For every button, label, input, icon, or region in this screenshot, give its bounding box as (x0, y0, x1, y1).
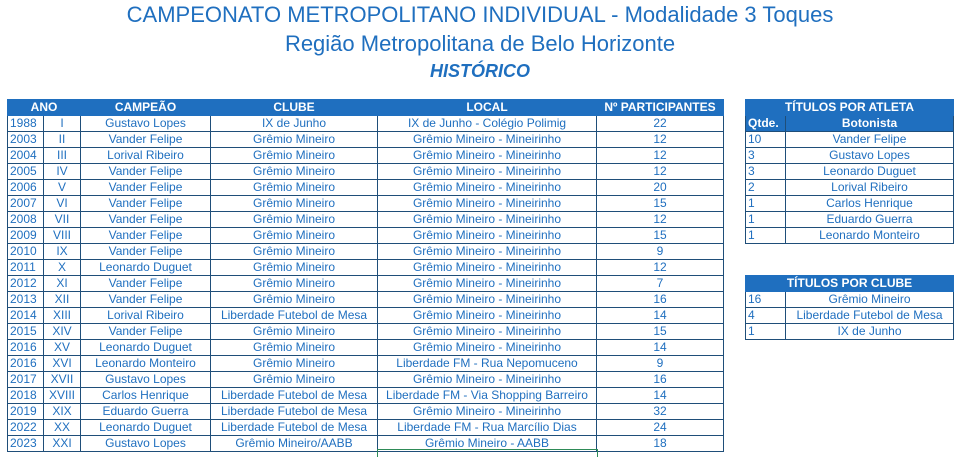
history-row (8, 212, 724, 228)
athlete-name-cell: Carlos Henrique (786, 196, 954, 212)
year-cell: 2006 (8, 180, 44, 196)
edition-cell: XVII (44, 372, 81, 388)
participants-cell: 15 (597, 228, 724, 244)
venue-cell: Grêmio Mineiro - AABB (378, 436, 597, 452)
participants-cell: 24 (597, 420, 724, 436)
venue-cell: Grêmio Mineiro - Mineirinho (378, 372, 597, 388)
club-row (746, 292, 954, 308)
champion-cell: Vander Felipe (81, 212, 211, 228)
year-cell: 2015 (8, 324, 44, 340)
champion-cell: Vander Felipe (81, 196, 211, 212)
history-row (8, 372, 724, 388)
history-row (8, 180, 724, 196)
history-row (8, 260, 724, 276)
participants-cell: 7 (597, 276, 724, 292)
edition-cell: VI (44, 196, 81, 212)
venue-cell: Grêmio Mineiro - Mineirinho (378, 164, 597, 180)
col-header-club: CLUBE (211, 100, 378, 116)
club-cell: Grêmio Mineiro (211, 340, 378, 356)
champion-cell: Vander Felipe (81, 132, 211, 148)
participants-cell: 14 (597, 340, 724, 356)
club-cell: Grêmio Mineiro (211, 276, 378, 292)
champion-cell: Gustavo Lopes (81, 116, 211, 132)
venue-cell: Grêmio Mineiro - Mineirinho (378, 308, 597, 324)
athlete-row (746, 164, 954, 180)
page-title: CAMPEONATO METROPOLITANO INDIVIDUAL - Modalidade 3 Toques (126, 2, 834, 27)
club-cell: IX de Junho (211, 116, 378, 132)
champion-cell: Vander Felipe (81, 244, 211, 260)
club-cell: Grêmio Mineiro (211, 164, 378, 180)
year-cell: 2012 (8, 276, 44, 292)
venue-cell: Grêmio Mineiro - Mineirinho (378, 196, 597, 212)
club-cell: Liberdade Futebol de Mesa (211, 308, 378, 324)
history-row (8, 324, 724, 340)
club-titles-title: TÍTULOS POR CLUBE (746, 276, 954, 292)
champion-cell: Vander Felipe (81, 324, 211, 340)
venue-cell: IX de Junho - Colégio Polimig (378, 116, 597, 132)
year-cell: 2022 (8, 420, 44, 436)
participants-cell: 15 (597, 196, 724, 212)
venue-cell: Grêmio Mineiro - Mineirinho (378, 228, 597, 244)
col-header-champion: CAMPEÃO (81, 100, 211, 116)
history-row (8, 132, 724, 148)
participants-cell: 9 (597, 244, 724, 260)
edition-cell: XX (44, 420, 81, 436)
champion-cell: Leonardo Duguet (81, 420, 211, 436)
champion-cell: Leonardo Duguet (81, 260, 211, 276)
participants-cell: 20 (597, 180, 724, 196)
qty-cell: 3 (746, 148, 786, 164)
history-row (8, 116, 724, 132)
athlete-name-cell: Leonardo Duguet (786, 164, 954, 180)
edition-cell: VII (44, 212, 81, 228)
athlete-row (746, 180, 954, 196)
athlete-row (746, 196, 954, 212)
year-cell: 2009 (8, 228, 44, 244)
col-header-qty: Qtde. (746, 116, 786, 132)
history-row (8, 148, 724, 164)
champion-cell: Vander Felipe (81, 180, 211, 196)
history-table (7, 99, 724, 452)
col-header-venue: LOCAL (378, 100, 597, 116)
athlete-titles-table (745, 99, 954, 244)
history-row (8, 340, 724, 356)
club-cell: Grêmio Mineiro (211, 324, 378, 340)
club-name-cell: Grêmio Mineiro (786, 292, 954, 308)
participants-cell: 12 (597, 132, 724, 148)
club-cell: Grêmio Mineiro (211, 212, 378, 228)
year-cell: 2010 (8, 244, 44, 260)
edition-cell: XVIII (44, 388, 81, 404)
champion-cell: Vander Felipe (81, 292, 211, 308)
champion-cell: Lorival Ribeiro (81, 308, 211, 324)
champion-cell: Vander Felipe (81, 164, 211, 180)
club-cell: Grêmio Mineiro (211, 372, 378, 388)
qty-cell: 16 (746, 292, 786, 308)
venue-cell: Grêmio Mineiro - Mineirinho (378, 180, 597, 196)
venue-cell: Grêmio Mineiro - Mineirinho (378, 340, 597, 356)
qty-cell: 1 (746, 212, 786, 228)
year-cell: 2005 (8, 164, 44, 180)
venue-cell: Grêmio Mineiro - Mineirinho (378, 292, 597, 308)
page-subtitle: Região Metropolitana de Belo Horizonte (284, 31, 676, 56)
club-row (746, 308, 954, 324)
edition-cell: XIV (44, 324, 81, 340)
club-cell: Grêmio Mineiro (211, 180, 378, 196)
champion-cell: Vander Felipe (81, 228, 211, 244)
venue-cell: Liberdade FM - Rua Nepomuceno (378, 356, 597, 372)
edition-cell: II (44, 132, 81, 148)
year-cell: 2016 (8, 340, 44, 356)
year-cell: 2007 (8, 196, 44, 212)
champion-cell: Carlos Henrique (81, 388, 211, 404)
year-cell: 2016 (8, 356, 44, 372)
edition-cell: XVI (44, 356, 81, 372)
year-cell: 2011 (8, 260, 44, 276)
edition-cell: XI (44, 276, 81, 292)
history-row (8, 276, 724, 292)
club-cell: Liberdade Futebol de Mesa (211, 404, 378, 420)
edition-cell: VIII (44, 228, 81, 244)
venue-cell: Grêmio Mineiro - Mineirinho (378, 276, 597, 292)
athlete-name-cell: Lorival Ribeiro (786, 180, 954, 196)
edition-cell: XV (44, 340, 81, 356)
club-cell: Grêmio Mineiro (211, 196, 378, 212)
venue-cell: Grêmio Mineiro - Mineirinho (378, 212, 597, 228)
club-cell: Grêmio Mineiro/AABB (211, 436, 378, 452)
participants-cell: 12 (597, 260, 724, 276)
year-cell: 2018 (8, 388, 44, 404)
participants-cell: 15 (597, 324, 724, 340)
participants-cell: 32 (597, 404, 724, 420)
year-cell: 1988 (8, 116, 44, 132)
venue-cell: Grêmio Mineiro - Mineirinho (378, 148, 597, 164)
venue-cell: Grêmio Mineiro - Mineirinho (378, 244, 597, 260)
club-cell: Liberdade Futebol de Mesa (211, 388, 378, 404)
qty-cell: 10 (746, 132, 786, 148)
section-title: HISTÓRICO (429, 61, 530, 81)
edition-cell: XII (44, 292, 81, 308)
athlete-name-cell: Eduardo Guerra (786, 212, 954, 228)
athlete-row (746, 228, 954, 244)
qty-cell: 1 (746, 228, 786, 244)
venue-cell: Liberdade FM - Rua Marcílio Dias (378, 420, 597, 436)
club-name-cell: Liberdade Futebol de Mesa (786, 308, 954, 324)
participants-cell: 16 (597, 292, 724, 308)
club-cell: Grêmio Mineiro (211, 260, 378, 276)
venue-cell: Liberdade FM - Via Shopping Barreiro (378, 388, 597, 404)
participants-cell: 18 (597, 436, 724, 452)
club-cell: Grêmio Mineiro (211, 132, 378, 148)
club-cell: Grêmio Mineiro (211, 292, 378, 308)
year-cell: 2008 (8, 212, 44, 228)
athlete-name-cell: Vander Felipe (786, 132, 954, 148)
history-row (8, 308, 724, 324)
champion-cell: Leonardo Monteiro (81, 356, 211, 372)
participants-cell: 16 (597, 372, 724, 388)
edition-cell: V (44, 180, 81, 196)
champion-cell: Gustavo Lopes (81, 372, 211, 388)
qty-cell: 3 (746, 164, 786, 180)
year-cell: 2013 (8, 292, 44, 308)
participants-cell: 12 (597, 148, 724, 164)
participants-cell: 12 (597, 164, 724, 180)
club-cell: Liberdade Futebol de Mesa (211, 420, 378, 436)
edition-cell: XIX (44, 404, 81, 420)
club-titles-table (745, 275, 954, 340)
qty-cell: 4 (746, 308, 786, 324)
edition-cell: XIII (44, 308, 81, 324)
champion-cell: Lorival Ribeiro (81, 148, 211, 164)
club-cell: Grêmio Mineiro (211, 148, 378, 164)
champion-cell: Vander Felipe (81, 276, 211, 292)
edition-cell: IX (44, 244, 81, 260)
venue-cell: Grêmio Mineiro - Mineirinho (378, 404, 597, 420)
club-cell: Grêmio Mineiro (211, 356, 378, 372)
champion-cell: Gustavo Lopes (81, 436, 211, 452)
history-row (8, 388, 724, 404)
history-row (8, 420, 724, 436)
col-header-name: Botonista (786, 116, 954, 132)
participants-cell: 12 (597, 212, 724, 228)
club-cell: Grêmio Mineiro (211, 244, 378, 260)
history-row (8, 228, 724, 244)
club-name-cell: IX de Junho (786, 324, 954, 340)
year-cell: 2014 (8, 308, 44, 324)
athlete-titles-title: TÍTULOS POR ATLETA (746, 100, 954, 116)
club-row (746, 324, 954, 340)
edition-cell: XXI (44, 436, 81, 452)
champion-cell: Eduardo Guerra (81, 404, 211, 420)
year-cell: 2003 (8, 132, 44, 148)
history-header-row (8, 100, 724, 116)
col-header-year: ANO (8, 100, 81, 116)
edition-cell: X (44, 260, 81, 276)
venue-cell: Grêmio Mineiro - Mineirinho (378, 260, 597, 276)
athlete-titles-subheader (746, 116, 954, 132)
history-row (8, 404, 724, 420)
qty-cell: 1 (746, 324, 786, 340)
venue-cell: Grêmio Mineiro - Mineirinho (378, 324, 597, 340)
edition-cell: III (44, 148, 81, 164)
history-row (8, 244, 724, 260)
participants-cell: 22 (597, 116, 724, 132)
athlete-row (746, 148, 954, 164)
club-cell: Grêmio Mineiro (211, 228, 378, 244)
year-cell: 2017 (8, 372, 44, 388)
col-header-participants: Nº PARTICIPANTES (597, 100, 724, 116)
champion-cell: Leonardo Duguet (81, 340, 211, 356)
history-row (8, 164, 724, 180)
year-cell: 2004 (8, 148, 44, 164)
history-row (8, 356, 724, 372)
edition-cell: IV (44, 164, 81, 180)
venue-cell: Grêmio Mineiro - Mineirinho (378, 132, 597, 148)
edition-cell: I (44, 116, 81, 132)
participants-cell: 14 (597, 308, 724, 324)
athlete-row (746, 132, 954, 148)
athlete-name-cell: Leonardo Monteiro (786, 228, 954, 244)
year-cell: 2019 (8, 404, 44, 420)
history-row (8, 436, 724, 452)
qty-cell: 1 (746, 196, 786, 212)
participants-cell: 9 (597, 356, 724, 372)
year-cell: 2023 (8, 436, 44, 452)
history-row (8, 196, 724, 212)
participants-cell: 14 (597, 388, 724, 404)
qty-cell: 2 (746, 180, 786, 196)
history-row (8, 292, 724, 308)
athlete-row (746, 212, 954, 228)
athlete-name-cell: Gustavo Lopes (786, 148, 954, 164)
